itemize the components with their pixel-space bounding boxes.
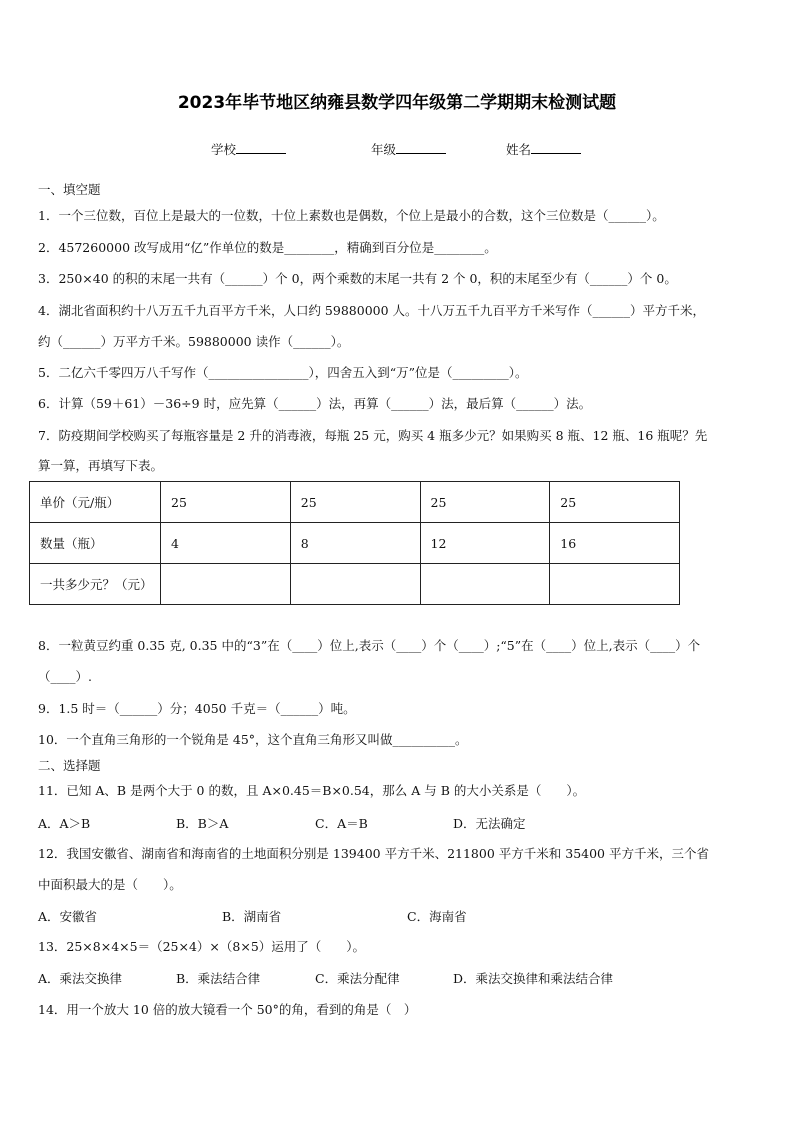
question-12-line-2: 中面积最大的是（ ）。	[38, 877, 182, 892]
page-title: 2023年毕节地区纳雍县数学四年级第二学期期末检测试题	[177, 93, 617, 113]
price-table	[29, 481, 680, 605]
section-fill-in-heading: 一、填空题	[38, 182, 101, 197]
school-field	[211, 140, 286, 158]
school-label: 学校	[211, 142, 237, 157]
question-6: 6．计算（59＋61）－36÷9 时，应先算（______）法，再算（______）法，最后算（______）法。	[38, 396, 592, 411]
name-label: 姓名	[506, 142, 532, 157]
question-7-line-2: 算一算，再填写下表。	[38, 458, 164, 473]
table-row	[30, 564, 680, 605]
table-cell: 4	[161, 523, 291, 564]
question-14: 14．用一个放大 10 倍的放大镜看一个 50°的角，看到的角是（ ）	[38, 1002, 417, 1017]
table-row	[30, 523, 680, 564]
question-9: 9．1.5 时＝（______）分；4050 千克＝（______）吨。	[38, 701, 356, 716]
question-7-line-1: 7．防疫期间学校购买了每瓶容量是 2 升的消毒液，每瓶 25 元，购买 4 瓶多少元？如果购买 8 瓶、12 瓶、16 瓶呢？先	[38, 428, 708, 443]
grade-blank[interactable]	[396, 141, 446, 154]
table-cell: 25	[420, 482, 550, 523]
q13-option-c[interactable]: C．乘法分配律	[315, 971, 400, 986]
question-13: 13．25×8×4×5＝（25×4）×（8×5）运用了（ ）。	[38, 939, 366, 954]
grade-field	[371, 140, 446, 158]
q13-option-a[interactable]: A．乘法交换律	[38, 971, 123, 986]
answer-cell[interactable]	[161, 564, 291, 605]
question-8-line-1: 8．一粒黄豆约重 0.35 克, 0.35 中的“3”在（____）位上,表示（____）个（____）;“5”在（____）位上,表示（____）个	[38, 638, 701, 653]
answer-cell[interactable]	[420, 564, 550, 605]
table-cell: 12	[420, 523, 550, 564]
q13-option-d[interactable]: D．乘法交换律和乘法结合律	[453, 971, 614, 986]
q11-option-c[interactable]: C．A＝B	[315, 816, 368, 831]
table-row-label: 单价（元/瓶）	[30, 482, 161, 523]
table-row-label: 数量（瓶）	[30, 523, 161, 564]
table-cell: 25	[550, 482, 680, 523]
question-10: 10．一个直角三角形的一个锐角是 45°，这个直角三角形又叫做__________。	[38, 732, 468, 747]
table-row-label: 一共多少元？（元）	[30, 564, 161, 605]
grade-label: 年级	[371, 142, 397, 157]
name-field	[506, 140, 581, 158]
question-4-line-2: 约（______）万平方千米。59880000 读作（______）。	[38, 334, 350, 349]
question-1: 1．一个三位数，百位上是最大的一位数，十位上素数也是偶数，个位上是最小的合数，这个三位数是（______）。	[38, 208, 665, 223]
question-12-line-1: 12．我国安徽省、湖南省和海南省的土地面积分别是 139400 平方千米、211800 平方千米和 35400 平方千米，三个省	[38, 846, 709, 861]
question-4-line-1: 4．湖北省面积约十八万五千九百平方千米，人口约 59880000 人。十八万五千九百平方千米写作（______）平方千米，	[38, 303, 706, 318]
answer-cell[interactable]	[290, 564, 420, 605]
answer-cell[interactable]	[550, 564, 680, 605]
q12-option-c[interactable]: C．海南省	[407, 909, 467, 924]
name-blank[interactable]	[531, 141, 581, 154]
table-cell: 25	[290, 482, 420, 523]
question-2: 2．457260000 改写成用“亿”作单位的数是________，精确到百分位是________。	[38, 240, 497, 255]
table-cell: 16	[550, 523, 680, 564]
question-5: 5．二亿六千零四万八千写作（________________），四舍五入到“万”位是（_________）。	[38, 365, 528, 380]
table-row	[30, 482, 680, 523]
student-info-fields	[0, 140, 794, 160]
question-3: 3．250×40 的积的末尾一共有（______）个 0，两个乘数的末尾一共有 2 个 0，积的末尾至少有（______）个 0。	[38, 271, 677, 286]
q12-option-a[interactable]: A．安徽省	[38, 909, 98, 924]
section-choice-heading: 二、选择题	[38, 758, 101, 773]
q12-option-b[interactable]: B．湖南省	[222, 909, 282, 924]
question-11: 11．已知 A、B 是两个大于 0 的数，且 A×0.45＝B×0.54，那么 A 与 B 的大小关系是（ ）。	[38, 783, 586, 798]
q11-option-b[interactable]: B．B＞A	[176, 816, 229, 831]
school-blank[interactable]	[236, 141, 286, 154]
table-cell: 25	[161, 482, 291, 523]
q13-option-b[interactable]: B．乘法结合律	[176, 971, 261, 986]
question-8-line-2: （____）.	[38, 669, 92, 684]
table-cell: 8	[290, 523, 420, 564]
q11-option-a[interactable]: A．A＞B	[38, 816, 91, 831]
q11-option-d[interactable]: D．无法确定	[453, 816, 526, 831]
